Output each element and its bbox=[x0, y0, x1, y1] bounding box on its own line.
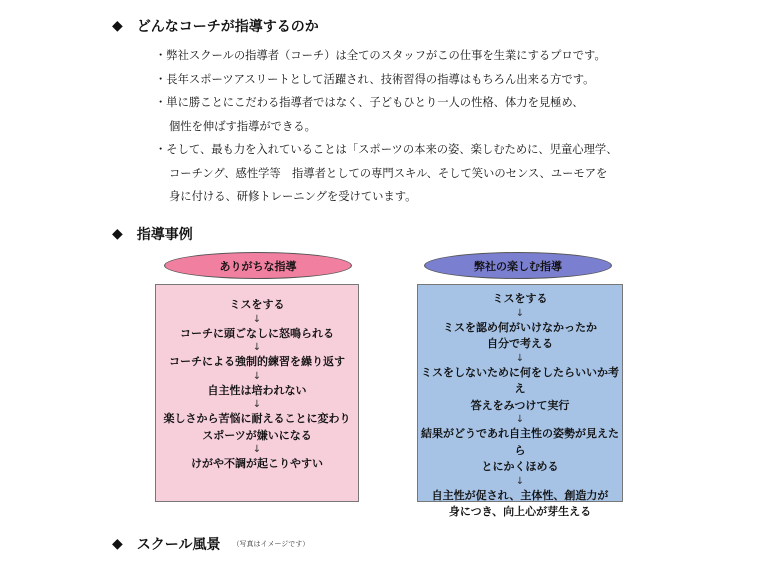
flow-step: 自主性は培われない bbox=[207, 383, 307, 397]
down-arrow-icon: ↓ bbox=[252, 370, 262, 382]
flow-step: けがや不調が起こりやすい bbox=[191, 457, 323, 470]
flow-step: ミスをする bbox=[229, 298, 285, 311]
down-arrow-icon: ↓ bbox=[252, 313, 262, 325]
flow-step: コーチに頭ごなしに怒鳴られる bbox=[180, 326, 334, 340]
typical-coaching-label: ありがちな指導 bbox=[164, 252, 352, 279]
diamond-bullet-icon: ◆ bbox=[112, 536, 123, 552]
bullet-line-continuation: 個性を伸ばす指導ができる。 bbox=[169, 119, 316, 133]
bullet-line-continuation: 身に付ける、研修トレーニングを受けています。 bbox=[169, 190, 417, 203]
down-arrow-icon: ↓ bbox=[252, 342, 262, 353]
coach-bullet-list bbox=[155, 44, 618, 209]
flow-step: 答えをみつけて実行 bbox=[470, 398, 570, 412]
bullet-line: ・そして、最も力を入れていることは「スポーツの本来の姿、楽しむために、児童心理学、 bbox=[155, 143, 618, 156]
flow-step: 身につき、向上心が芽生える bbox=[448, 505, 592, 518]
down-arrow-icon: ↓ bbox=[515, 307, 525, 319]
flow-step: コーチによる強制的練習を繰り返す bbox=[169, 355, 345, 368]
flow-step: ミスをする bbox=[492, 292, 548, 305]
bullet-line: ・長年スポーツアスリートとして活躍され、技術習得の指導はもちろん出来る方です。 bbox=[155, 72, 595, 86]
down-arrow-icon: ↓ bbox=[252, 444, 262, 455]
section-heading-school-scenes bbox=[112, 534, 309, 554]
diamond-bullet-icon: ◆ bbox=[112, 226, 123, 242]
section-title: 指導事例 bbox=[136, 227, 193, 243]
flow-step: ミスを認め何がいけなかったか bbox=[443, 320, 597, 334]
our-coaching-flow-box bbox=[417, 284, 623, 518]
flow-step: 自主性が促され、主体性、創造力が bbox=[431, 488, 609, 502]
typical-coaching-flow-box bbox=[155, 284, 359, 502]
section-heading-coach bbox=[112, 16, 319, 36]
bullet-line-continuation: コーチング、感性学等 指導者としての専門スキル、そして笑いのセンス、ユーモアを bbox=[169, 166, 608, 180]
flow-step: 結果がどうであれ自主性の姿勢が見えたら bbox=[421, 427, 619, 457]
bullet-line: ・単に勝ことにこだわる指導者ではなく、子どもひとり一人の性格、体力を見極め、 bbox=[155, 96, 584, 109]
section-heading-examples bbox=[112, 224, 193, 244]
flow-step: ミスをしないために何をしたらいいか考え bbox=[421, 365, 619, 395]
down-arrow-icon: ↓ bbox=[252, 399, 262, 410]
down-arrow-icon: ↓ bbox=[515, 475, 525, 487]
section-title: スクール風景 bbox=[136, 537, 221, 553]
diamond-bullet-icon: ◆ bbox=[112, 18, 123, 34]
bullet-line: ・弊社スクールの指導者（コーチ）は全てのスタッフがこの仕事を生業にするプロです。 bbox=[155, 49, 606, 62]
down-arrow-icon: ↓ bbox=[515, 414, 525, 425]
flow-step: 楽しさから苦悩に耐えることに変わり bbox=[163, 412, 351, 425]
our-coaching-label: 弊社の楽しむ指導 bbox=[424, 252, 612, 279]
flow-step: スポーツが嫌いになる bbox=[202, 428, 312, 442]
photo-note: （写真はイメージです） bbox=[232, 540, 310, 548]
flow-step: とにかくほめる bbox=[481, 460, 559, 473]
flow-step: 自分で考える bbox=[487, 337, 553, 350]
section-title: どんなコーチが指導するのか bbox=[136, 19, 319, 35]
down-arrow-icon: ↓ bbox=[515, 352, 525, 364]
